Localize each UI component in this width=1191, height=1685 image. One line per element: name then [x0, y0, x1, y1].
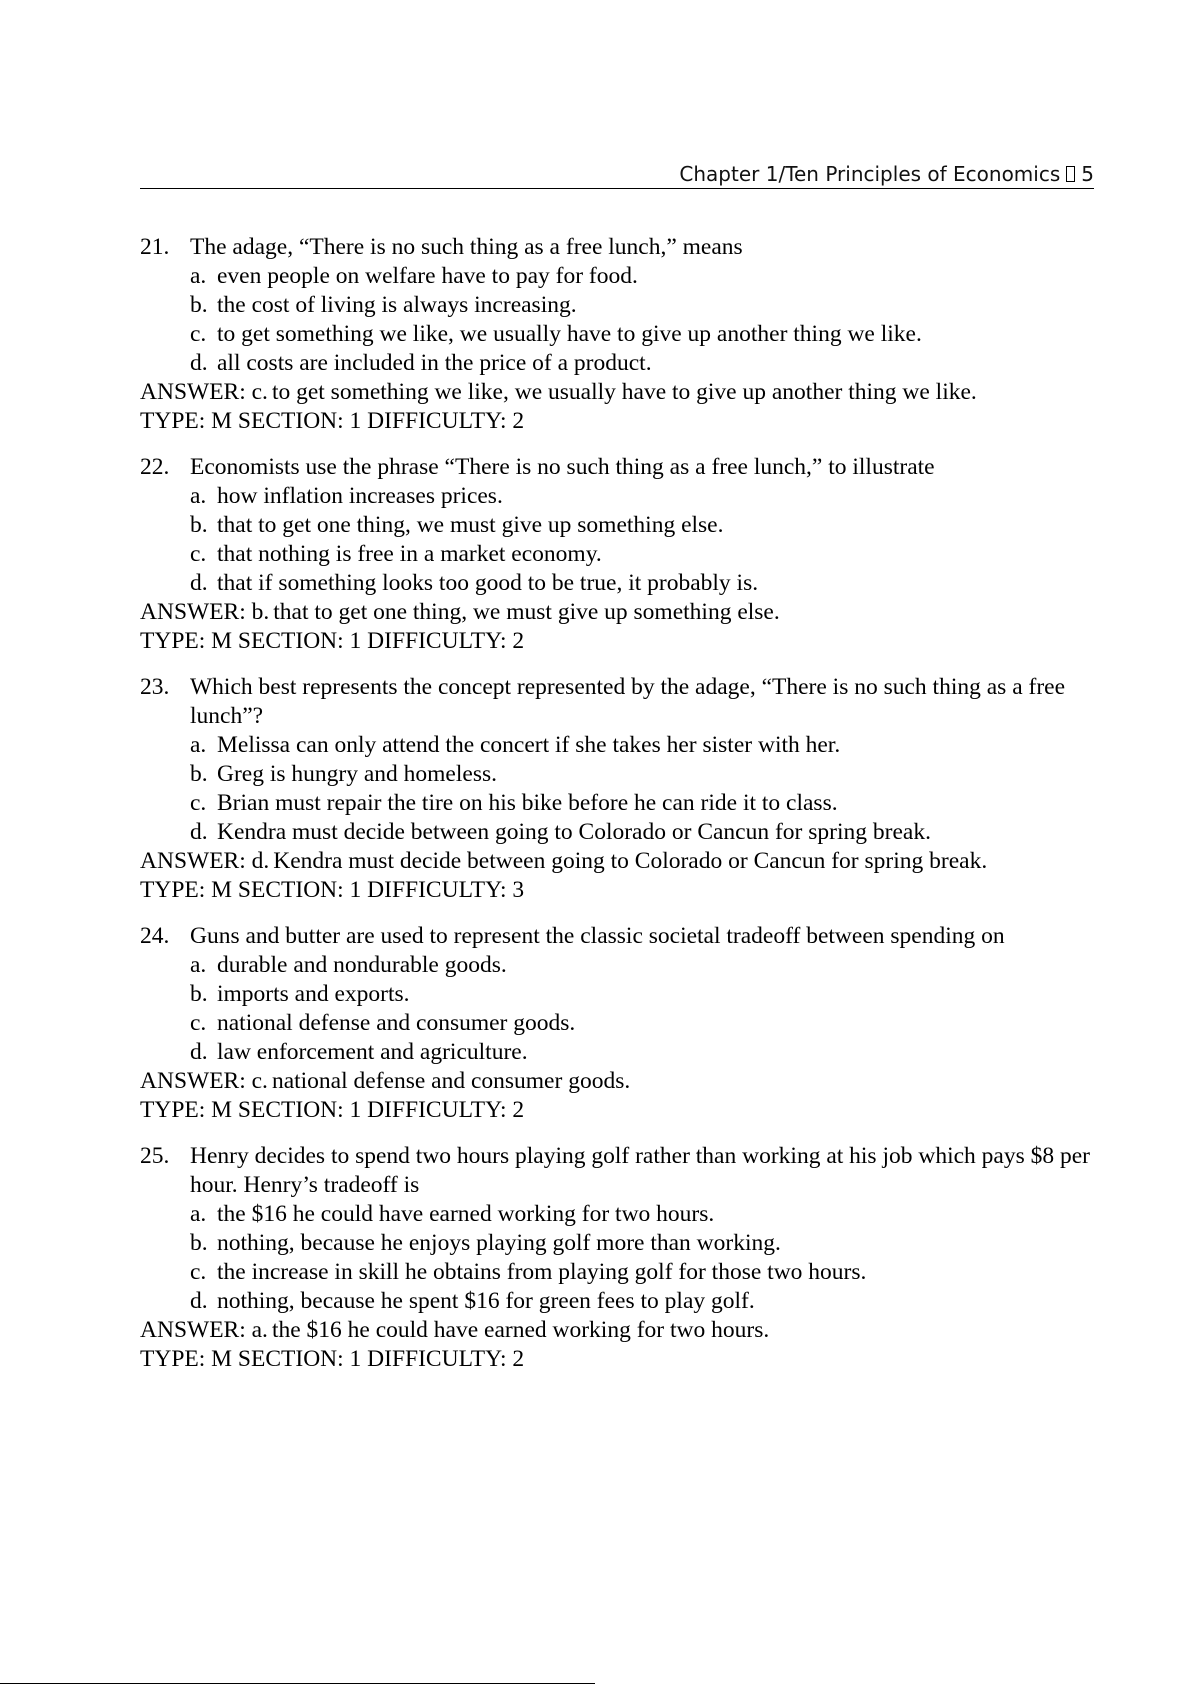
option-text: national defense and consumer goods.: [217, 1010, 576, 1036]
option-c: [140, 789, 1100, 818]
option-letter: a.: [190, 483, 207, 509]
type-line: TYPE: M SECTION: 1 DIFFICULTY: 2: [140, 408, 525, 434]
option-text: the increase in skill he obtains from playing golf for those two hours.: [217, 1259, 867, 1285]
option-d: [140, 1038, 1100, 1067]
option-letter: a.: [190, 1201, 207, 1227]
answer-prefix: ANSWER:: [140, 1068, 246, 1094]
answer-prefix: ANSWER:: [140, 1317, 246, 1343]
option-letter: a.: [190, 732, 207, 758]
question-number: 25.: [140, 1143, 170, 1169]
answer-prefix: ANSWER:: [140, 599, 246, 625]
answer-line: [140, 1067, 1100, 1096]
question-list: [140, 233, 1100, 1391]
option-letter: b.: [190, 1230, 208, 1256]
question-stem: [140, 1142, 1100, 1200]
option-text: how inflation increases prices.: [217, 483, 503, 509]
option-letter: b.: [190, 981, 208, 1007]
option-letter: c.: [190, 1010, 207, 1036]
type-line: TYPE: M SECTION: 1 DIFFICULTY: 2: [140, 628, 525, 654]
option-text: to get something we like, we usually have to give up another thing we like.: [217, 321, 922, 347]
question-text: Which best represents the concept represented by the adage, “There is no such thing as a free lunch”?: [190, 674, 1066, 729]
question-number: 24.: [140, 923, 170, 949]
question-23: [140, 673, 1100, 905]
option-a: [140, 731, 1100, 760]
option-letter: c.: [190, 541, 207, 567]
answer-line: [140, 378, 1100, 407]
option-letter: d.: [190, 819, 208, 845]
option-text: durable and nondurable goods.: [217, 952, 507, 978]
answer-letter: c.: [251, 1068, 268, 1094]
question-25: [140, 1142, 1100, 1374]
type-line: TYPE: M SECTION: 1 DIFFICULTY: 2: [140, 1097, 525, 1123]
option-text: imports and exports.: [217, 981, 410, 1007]
question-text: Economists use the phrase “There is no such thing as a free lunch,” to illustrate: [190, 454, 935, 480]
option-text: that if something looks too good to be true, it probably is.: [217, 570, 759, 596]
option-letter: d.: [190, 1288, 208, 1314]
question-number: 23.: [140, 674, 170, 700]
question-stem: [140, 673, 1100, 731]
question-text: Guns and butter are used to represent the classic societal tradeoff between spending on: [190, 923, 1005, 949]
option-letter: c.: [190, 321, 207, 347]
question-21: [140, 233, 1100, 436]
option-b: [140, 511, 1100, 540]
option-letter: a.: [190, 263, 207, 289]
question-number: 21.: [140, 234, 170, 260]
option-d: [140, 349, 1100, 378]
question-stem: [140, 922, 1100, 951]
option-letter: b.: [190, 292, 208, 318]
page-number: 5: [1081, 162, 1094, 186]
option-text: Kendra must decide between going to Colorado or Cancun for spring break.: [217, 819, 931, 845]
running-header: [679, 160, 1094, 188]
question-text: The adage, “There is no such thing as a free lunch,” means: [190, 234, 743, 260]
option-letter: c.: [190, 790, 207, 816]
question-stem: [140, 453, 1100, 482]
option-b: [140, 980, 1100, 1009]
option-c: [140, 320, 1100, 349]
answer-text: national defense and consumer goods.: [271, 1068, 631, 1094]
answer-text: that to get one thing, we must give up something else.: [273, 599, 780, 625]
answer-letter: b.: [251, 599, 270, 625]
option-text: nothing, because he enjoys playing golf more than working.: [217, 1230, 781, 1256]
option-letter: b.: [190, 761, 208, 787]
option-b: [140, 291, 1100, 320]
option-a: [140, 262, 1100, 291]
question-number: 22.: [140, 454, 170, 480]
option-a: [140, 482, 1100, 511]
answer-text: to get something we like, we usually have to give up another thing we like.: [271, 379, 977, 405]
option-a: [140, 951, 1100, 980]
option-text: law enforcement and agriculture.: [217, 1039, 528, 1065]
option-b: [140, 1229, 1100, 1258]
option-text: that to get one thing, we must give up something else.: [217, 512, 724, 538]
option-d: [140, 1287, 1100, 1316]
option-c: [140, 1009, 1100, 1038]
type-line: TYPE: M SECTION: 1 DIFFICULTY: 3: [140, 877, 525, 903]
option-text: Greg is hungry and homeless.: [217, 761, 497, 787]
answer-text: Kendra must decide between going to Colorado or Cancun for spring break.: [273, 848, 988, 874]
answer-text: the $16 he could have earned working for two hours.: [271, 1317, 770, 1343]
option-d: [140, 569, 1100, 598]
option-text: all costs are included in the price of a product.: [217, 350, 652, 376]
question-24: [140, 922, 1100, 1125]
question-text: Henry decides to spend two hours playing golf rather than working at his job which pays $8 per hour. Henry’s tradeoff is: [190, 1143, 1090, 1198]
option-a: [140, 1200, 1100, 1229]
answer-prefix: ANSWER:: [140, 379, 246, 405]
answer-letter: d.: [251, 848, 270, 874]
question-22: [140, 453, 1100, 656]
option-letter: d.: [190, 570, 208, 596]
chapter-title: Chapter 1/Ten Principles of Economics: [679, 162, 1061, 186]
answer-line: [140, 598, 1100, 627]
option-text: Brian must repair the tire on his bike before he can ride it to class.: [217, 790, 838, 816]
option-d: [140, 818, 1100, 847]
option-letter: d.: [190, 1039, 208, 1065]
option-text: that nothing is free in a market economy.: [217, 541, 602, 567]
answer-letter: c.: [251, 379, 268, 405]
footnote-separator-line: [0, 1683, 595, 1684]
answer-letter: a.: [251, 1317, 268, 1343]
option-letter: b.: [190, 512, 208, 538]
option-text: the cost of living is always increasing.: [217, 292, 577, 318]
option-letter: a.: [190, 952, 207, 978]
type-line: TYPE: M SECTION: 1 DIFFICULTY: 2: [140, 1346, 525, 1372]
option-letter: c.: [190, 1259, 207, 1285]
separator-box-icon: [1066, 166, 1075, 182]
option-c: [140, 1258, 1100, 1287]
option-text: even people on welfare have to pay for food.: [217, 263, 638, 289]
answer-prefix: ANSWER:: [140, 848, 246, 874]
option-text: nothing, because he spent $16 for green fees to play golf.: [217, 1288, 755, 1314]
option-text: the $16 he could have earned working for two hours.: [217, 1201, 715, 1227]
option-text: Melissa can only attend the concert if she takes her sister with her.: [217, 732, 841, 758]
option-c: [140, 540, 1100, 569]
option-letter: d.: [190, 350, 208, 376]
question-stem: [140, 233, 1100, 262]
page-header: [140, 160, 1094, 189]
option-b: [140, 760, 1100, 789]
answer-line: [140, 1316, 1100, 1345]
answer-line: [140, 847, 1100, 876]
